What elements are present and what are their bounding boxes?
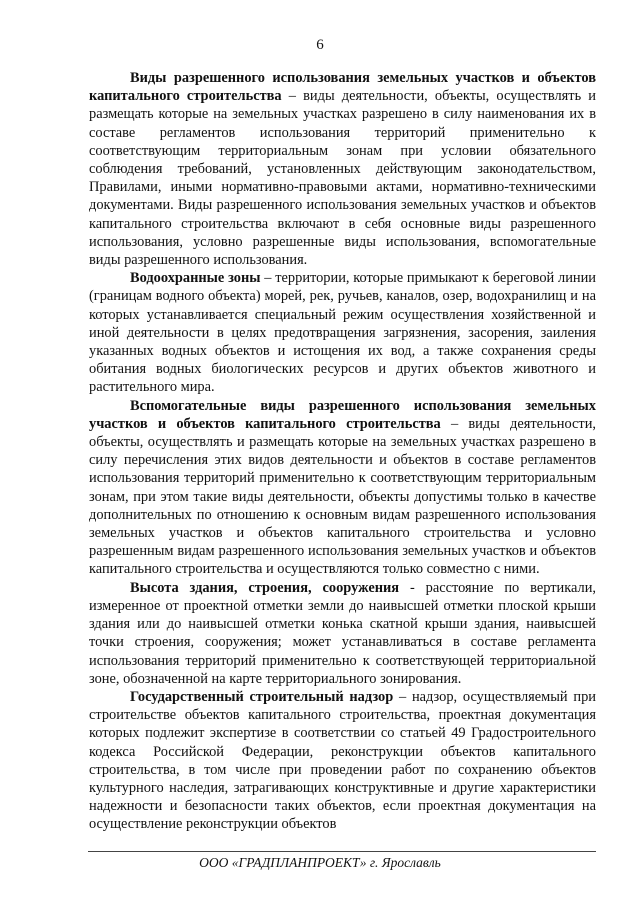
term-heading: Виды разрешенного использования земельных участков и объектов капитального строительства <box>89 70 596 105</box>
definition-text: – виды деятельности, объекты, осуществлять и размещать которые на земельных участках разрешено в силу наименования их в составе регламентов использования территорий применительно к соответствующим территориальным зонам при условии обязательного соблюдения требований, установленных действующим законодательством, Правилами, иными нормативно-правовыми актами, нормативно-техническими документами. Виды разрешенного использования земельных участков и объектов капитального строительства включают в себя основные виды разрешенного использования, условно разрешенные виды использования, вспомогательные виды разрешенного использования. <box>89 88 596 269</box>
footer-divider <box>88 851 596 852</box>
definition-text: – виды деятельности, объекты, осуществлять и размещать которые на земельных участках разрешено в силу перечисления этих видов деятельности и объектов в составе регламентов использования территорий применительно к соответствующим территориальным зонам, при этом такие виды деятельности, объекты допустимы только в качестве дополнительных по отношению к основным видам разрешенного использования земельных участков и объектов капитального строительства и условно разрешенным видам разрешенного использования земельных участков и объектов капитального строительства и осуществляются только совместно с ними. <box>89 415 596 578</box>
term-heading: Государственный строительный надзор <box>130 688 394 705</box>
paragraph-building-height <box>89 579 596 688</box>
footer-company: ООО «ГРАДПЛАНПРОЕКТ» г. Ярославль <box>199 855 441 870</box>
term-heading: Вспомогательные виды разрешенного использования земельных участков и объектов капитального строительства <box>89 397 596 432</box>
definition-text: – территории, которые примыкают к береговой линии (границам водного объекта) морей, рек, ручьев, каналов, озер, водохранилищ и на которых устанавливается специальный режим осуществления хозяйственной и иной деятельности в целях предотвращения загрязнения, засорения, заиления указанных водных объектов и истощения их вод, а также сохранения среды обитания водных биологических ресурсов и других объектов животного и растительного мира. <box>89 270 597 396</box>
paragraph-state-construction-supervision <box>89 688 596 834</box>
term-heading: Высота здания, строения, сооружения <box>130 579 400 596</box>
paragraph-permitted-use-types <box>89 69 596 269</box>
definition-text: – надзор, осуществляемый при строительстве объектов капитального строительства, проектная документация которых подлежит экспертизе в соответствии со статьей 49 Градостроительного кодекса Российской Федерации, реконструкции объектов капитального строительства, в том числе при проведении работ по сохранению объектов культурного наследия, затрагивающих конструктивные и другие характеристики надежности и безопасности таких объектов, если проектная документация на осуществление реконструкции объектов <box>89 688 596 833</box>
definition-text: - расстояние по вертикали, измеренное от проектной отметки земли до наивысшей отметки плоской крыши здания или до наивысшей отметки конька скатной крыши здания, наивысшей точки строения, сооружения; может устанавливаться в составе регламента использования территорий применительно к соответствующей территориальной зоне, обозначенной на карте территориального зонирования. <box>89 579 596 687</box>
paragraph-auxiliary-use-types <box>89 397 596 579</box>
page-number: 6 <box>316 37 324 53</box>
document-body <box>89 69 596 834</box>
term-heading: Водоохранные зоны <box>130 270 261 287</box>
paragraph-water-protection-zones <box>89 269 596 396</box>
